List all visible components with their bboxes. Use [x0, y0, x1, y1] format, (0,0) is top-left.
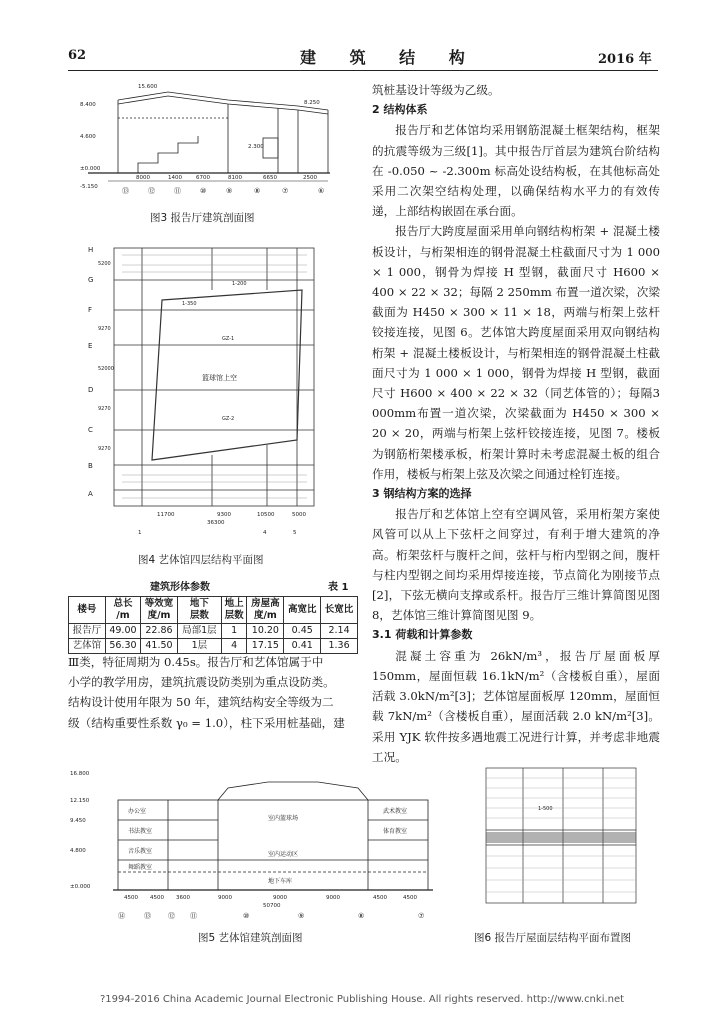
- cell: 2.14: [321, 624, 358, 639]
- f5-room-3: 音乐教室: [128, 848, 153, 855]
- row-B: B: [88, 462, 93, 470]
- plan-tag-gz1: GZ-1: [222, 336, 235, 342]
- elev-2: 8.400: [80, 102, 96, 108]
- bot-dim-3: 10500: [257, 512, 275, 518]
- th-lw-ratio: 长宽比: [321, 597, 358, 624]
- table-header-row: [69, 597, 358, 624]
- f5-dim-7: 4500: [373, 895, 387, 901]
- header-rule: [68, 70, 658, 71]
- section-3-1-para-1: 混凝土容重为 26kN/m³，报告厅屋面板厚 150mm，屋面恒载 16.1kN/m²（含楼板自重），屋面活载 3.0kN/m²[3]；艺体馆屋面板厚 120mm，屋面恒载 7kN/m²（含楼板自重），屋面活载 2.0 kN/m²[3]。采用 YJK 软件按多遇地震工况进行计算，并考虑非地震工况。: [372, 648, 660, 764]
- axis-5: ⑨: [226, 187, 233, 195]
- section-2-para-1: 报告厅和艺体馆均采用钢筋混凝土框架结构，框架的抗震等级为三级[1]。其中报告厅首层为建筑台阶结构在 -0.050 ~ -2.300m 标高处设结构板，在其他标高处采用二次架空结构处理，以确保结构水平力的有效传递，上部结构嵌固在承台面。: [372, 123, 660, 219]
- f5-axis-6: ⑨: [298, 912, 305, 920]
- axis-4: ⑩: [200, 187, 207, 195]
- col-1: 1: [138, 530, 142, 536]
- intro-line: 筑桩基设计等级为乙级。: [372, 83, 500, 97]
- f6-label: 1-500: [538, 806, 553, 812]
- f5-dim-8: 4500: [403, 895, 417, 901]
- f5-axis-3: ⑫: [168, 912, 175, 920]
- section-3-para-1: 报告厅和艺体馆上空有空调风管，采用桁架方案使风管可以从上下弦杆之间穿过，有利于增大建筑的净高。桁架弦杆与腹杆之间，弦杆与桁内型钢之间，腹杆与柱内型钢之间均采用焊接连接，节点简化为刚接节点[2]，下弦无横向支撑或系杆。报告厅三维计算简图见图 8，艺体馆三维计算简图见图 9。: [372, 507, 660, 623]
- figure-3-caption: 图3 报告厅建筑剖面图: [150, 212, 255, 224]
- section-3-1-title: 3.1 荷载和计算参数: [372, 628, 473, 642]
- page-number: 62: [68, 48, 87, 63]
- f5-axis-7: ⑧: [358, 912, 365, 920]
- cell: 49.00: [105, 624, 140, 639]
- bot-total: 36300: [207, 520, 225, 526]
- journal-year: 2016 年: [598, 52, 652, 67]
- cell: 报告厅: [69, 624, 106, 639]
- cell: 10.20: [247, 624, 284, 639]
- cell: 局部1层: [177, 624, 221, 639]
- f5-dim-5: 9000: [273, 895, 287, 901]
- cell: 41.50: [141, 639, 178, 654]
- f5-axis-8: ⑦: [418, 912, 425, 920]
- f5-dim-4: 9000: [218, 895, 232, 901]
- left-line-4: 级（结构重要性系数 γ₀ = 1.0），柱下采用桩基础，建: [68, 715, 345, 730]
- f5-elev-3: 9.450: [70, 818, 86, 824]
- th-length: 总长 /m: [105, 597, 140, 624]
- row-H: H: [88, 246, 94, 254]
- cell: 1: [221, 624, 247, 639]
- bot-dim-4: 5000: [292, 512, 306, 518]
- figure-4-plan: [82, 240, 344, 540]
- cell: 56.30: [105, 639, 140, 654]
- plan-tag-2: 1-350: [182, 301, 197, 307]
- section-2-para-2: 报告厅大跨度屋面采用单向钢结构桁架 + 混凝土楼板设计，与桁架相连的钢骨混凝土柱截面尺寸为 1 000 × 1 000，钢骨为焊接 H 型钢，截面尺寸 H600 × 400 × 22 × 32；每隔 2 250mm 布置一道次梁，次梁截面为 H450 × 300 × 11 × 18，两端与桁架上弦杆铰接连接，见图 6。艺体馆大跨度屋面采用双向钢结构桁架 + 混凝土楼板设计，与桁架相连的钢骨混凝土柱截面尺寸为 1 000 × 1 000，钢骨为焊接 H 型钢，截面尺寸 H600 × 400 × 22 × 32（同艺体管的）；每隔3 000mm布置一道次梁，次梁截面为 H450 × 300 × 20 × 20，两端与桁架上弦杆铰接连接，见图 7。楼板为钢筋桁架楼承板，桁架计算时未考虑混凝土板的组合作用，楼板与桁架上弦及次梁之间通过栓钉连接。: [372, 224, 660, 481]
- col-5: 5: [293, 530, 297, 536]
- th-building: 楼号: [69, 597, 106, 624]
- row-G: G: [88, 276, 94, 284]
- figure-5-section: [68, 760, 448, 920]
- cell: 0.45: [284, 624, 321, 639]
- f5-axis-2: ⑬: [144, 912, 151, 920]
- f5-room-7: 地下车库: [268, 878, 293, 885]
- f5-room-9: 体育教室: [383, 828, 408, 835]
- copyright-footer: ?1994-2016 China Academic Journal Electronic Publishing House. All rights reserved. http://www.cnki.net: [99, 994, 625, 1005]
- axis-7: ⑦: [282, 187, 289, 195]
- elev-7: 2.300: [248, 144, 264, 150]
- col-4: 4: [263, 530, 267, 536]
- building-params-table: [68, 596, 358, 654]
- section-2-title: 2 结构体系: [372, 103, 428, 117]
- left-line-3: 结构设计使用年限为 50 年，建筑结构安全等级为二: [68, 695, 334, 710]
- table-number: 表 1: [328, 582, 349, 593]
- dim-1: 8000: [136, 175, 150, 181]
- row-A: A: [88, 490, 93, 498]
- dim-3: 6700: [196, 175, 210, 181]
- f5-axis-4: ⑪: [190, 912, 197, 920]
- cell: 1层: [177, 639, 221, 654]
- f5-dim-1: 4500: [124, 895, 138, 901]
- f5-total: 50700: [263, 903, 281, 909]
- dim-6: 2500: [303, 175, 317, 181]
- row-D: D: [88, 386, 94, 394]
- f5-room-4: 舞蹈教室: [128, 864, 153, 871]
- figure-5-caption: 图5 艺体馆建筑剖面图: [198, 932, 303, 944]
- axis-3: ⑪: [174, 187, 181, 195]
- dim-5: 6650: [263, 175, 277, 181]
- elev-1: 15.600: [138, 84, 158, 90]
- table-row: [69, 624, 358, 639]
- f5-room-6: 室内运动区: [268, 851, 299, 858]
- elev-6: 8.250: [304, 100, 320, 106]
- section-3-title: 3 钢结构方案的选择: [372, 487, 472, 501]
- plan-room-label: 篮球馆上空: [202, 374, 237, 382]
- bot-dim-1: 11700: [157, 512, 175, 518]
- cell: 1.36: [321, 639, 358, 654]
- th-aboveground: 地上 层数: [221, 597, 247, 624]
- f5-room-2: 书法教室: [128, 828, 153, 835]
- figure-3-section: [78, 78, 340, 198]
- dim-4: 8100: [228, 175, 242, 181]
- plan-tag-1: 1-200: [232, 281, 247, 287]
- f5-elev-5: ±0.000: [70, 884, 91, 890]
- f5-elev-4: 4.800: [70, 848, 86, 854]
- f5-dim-2: 4500: [150, 895, 164, 901]
- f5-elev-1: 16.800: [70, 771, 90, 777]
- figure-6-caption: 图6 报告厅屋面层结构平面布置图: [474, 932, 632, 944]
- left-dim-5: 9270: [98, 446, 111, 452]
- axis-2: ⑫: [148, 187, 155, 195]
- left-dim-2: 9270: [98, 326, 111, 332]
- row-F: F: [88, 306, 93, 314]
- f5-dim-3: 3600: [176, 895, 190, 901]
- dim-2: 1400: [168, 175, 182, 181]
- axis-1: ⑬: [122, 187, 129, 195]
- left-body-text: [68, 652, 360, 733]
- figure-4-caption: 图4 艺体馆四层结构平面图: [138, 554, 264, 566]
- th-eq-width: 等效宽 度/m: [141, 597, 178, 624]
- left-dim-3: 52000: [98, 366, 114, 372]
- figure-6-plan: [468, 760, 658, 920]
- cell: 22.86: [141, 624, 178, 639]
- plan-tag-gz2: GZ-2: [222, 416, 235, 422]
- cell: 0.41: [284, 639, 321, 654]
- f5-room-8: 武术教室: [383, 808, 408, 815]
- cell: 4: [221, 639, 247, 654]
- elev-5: -5.150: [80, 184, 98, 190]
- journal-name: 建 筑 结 构: [300, 48, 479, 67]
- th-hw-ratio: 高宽比: [284, 597, 321, 624]
- th-height: 房屋高 度/m: [247, 597, 284, 624]
- left-dim-4: 9270: [98, 406, 111, 412]
- f5-axis-5: ⑩: [243, 912, 250, 920]
- left-line-1: Ⅲ类，特征周期为 0.45s。报告厅和艺体馆属于中: [68, 655, 324, 669]
- f5-axis-1: ⑭: [118, 912, 125, 920]
- table-title: 建筑形体参数: [150, 582, 210, 593]
- left-line-2: 小学的教学用房，建筑抗震设防类别为重点设防类。: [68, 675, 335, 690]
- f5-elev-2: 12.150: [70, 798, 90, 804]
- row-C: C: [88, 426, 93, 434]
- left-dim-1: 5200: [98, 261, 111, 267]
- bot-dim-2: 9300: [217, 512, 231, 518]
- axis-6: ⑧: [254, 187, 261, 195]
- th-underground: 地下 层数: [177, 597, 221, 624]
- elev-3: 4.600: [80, 134, 96, 140]
- right-body-text: [372, 80, 660, 767]
- f5-room-1: 办公室: [128, 808, 147, 815]
- row-E: E: [88, 342, 93, 350]
- f5-room-5: 室内篮球场: [268, 815, 299, 822]
- axis-8: ⑥: [318, 187, 325, 195]
- f5-dim-6: 9000: [326, 895, 340, 901]
- cell: 17.15: [247, 639, 284, 654]
- cell: 艺体馆: [69, 639, 106, 654]
- elev-4: ±0.000: [80, 166, 101, 172]
